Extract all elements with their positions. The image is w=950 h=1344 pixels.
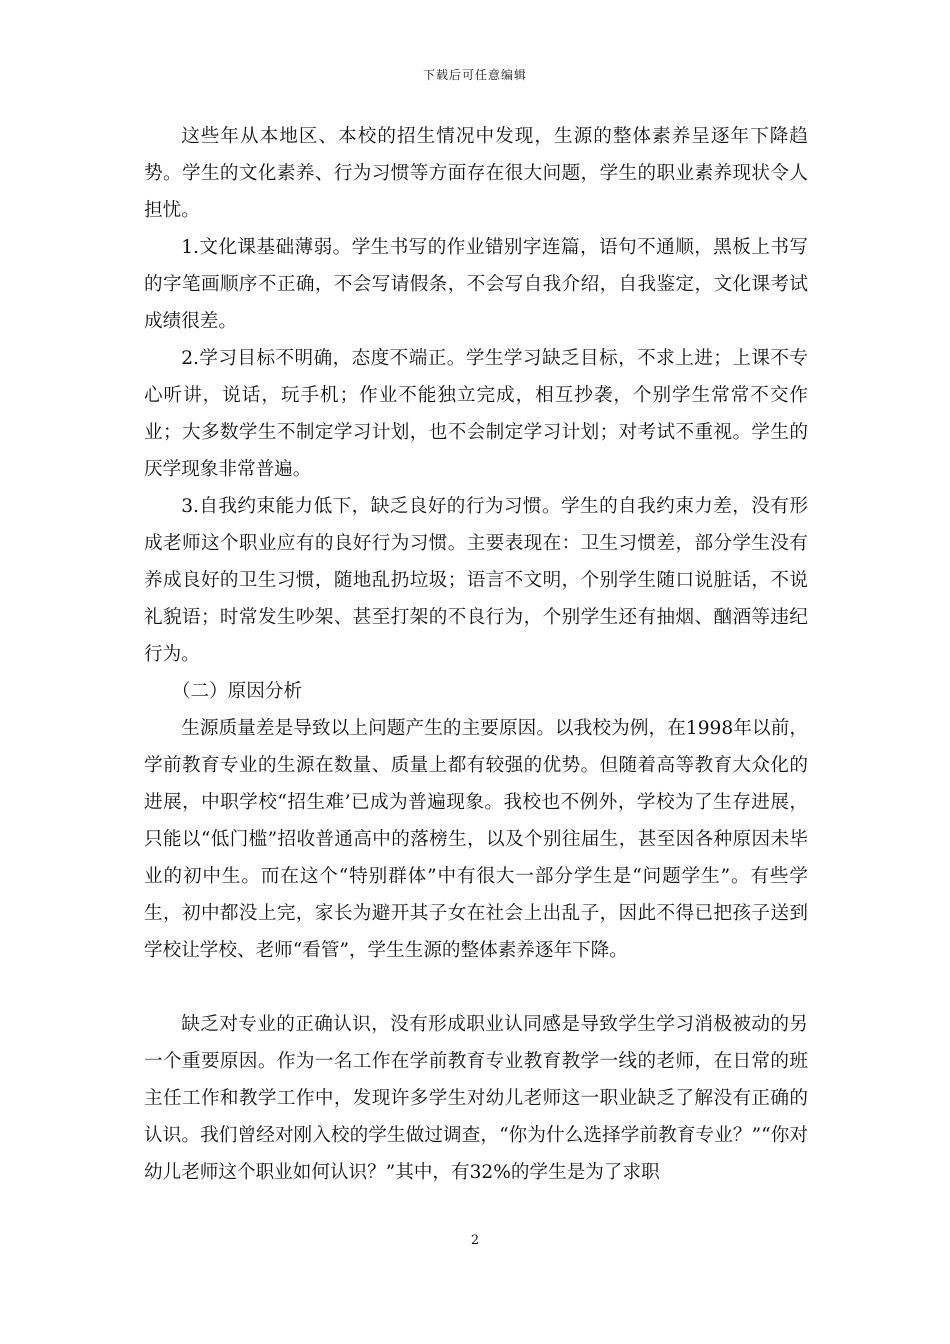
page-number: 2 xyxy=(470,1233,480,1248)
paragraph-item-1: 1.文化课基础薄弱。学生书写的作业错别字连篇，语句不通顺，黑板上书写的字笔画顺序不正确，不会写请假条，不会写自我介绍，自我鉴定，文化课考试成绩很差。 xyxy=(144,237,808,332)
page-header: 下载后可任意编辑 xyxy=(422,68,527,82)
section-heading: （二）原因分析 xyxy=(171,681,303,702)
document-body xyxy=(144,118,808,1191)
paragraph-intro: 这些年从本地区、本校的招生情况中发现，生源的整体素养呈逐年下降趋势。学生的文化素养、行为习惯等方面存在很大问题，学生的职业素养现状令人担忧。 xyxy=(144,126,808,221)
paragraph-cause-1: 生源质量差是导致以上问题产生的主要原因。以我校为例，在1998年以前，学前教育专业的生源在数量、质量上都有较强的优势。但随着高等教育大众化的进展，中职学校“招生难’已成为普遍现象。我校也不例外，学校为了生存进展，只能以“低门槛”招收普通高中的落榜生，以及个别往届生，甚至因各种原因未毕业的初中生。而在这个“特别群体”中有很大一部分学生是“问题学生”。有些学生，初中都没上完，家长为避开其子女在社会上出乱子，因此不得已把孩子送到学校让学校、老师“看管”，学生生源的整体素养逐年下降。 xyxy=(144,718,808,961)
paragraph-item-2: 2.学习目标不明确，态度不端正。学生学习缺乏目标，不求上进；上课不专心听讲，说话，玩手机；作业不能独立完成，相互抄袭，个别学生常常不交作业；大多数学生不制定学习计划，也不会制定学习计划；对考试不重视。学生的厌学现象非常普遍。 xyxy=(144,348,808,480)
paragraph-item-3: 3.自我约束能力低下，缺乏良好的行为习惯。学生的自我约束力差，没有形成老师这个职业应有的良好行为习惯。主要表现在：卫生习惯差，部分学生没有养成良好的卫生习惯，随地乱扔垃圾；语言不文明，个别学生随口说脏话，不说礼貌语；时常发生吵架、甚至打架的不良行为，个别学生还有抽烟、酗酒等违纪行为。 xyxy=(144,496,808,665)
paragraph-cause-2: 缺乏对专业的正确认识，没有形成职业认同感是导致学生学习消极被动的另一个重要原因。作为一名工作在学前教育专业教育教学一线的老师，在日常的班主任工作和教学工作中，发现许多学生对幼儿老师这一职业缺乏了解没有正确的认识。我们曾经对刚入校的学生做过调查，“你为什么选择学前教育专业？”“你对幼儿老师这个职业如何认识？”其中，有32%的学生是为了求职 xyxy=(144,1014,808,1183)
